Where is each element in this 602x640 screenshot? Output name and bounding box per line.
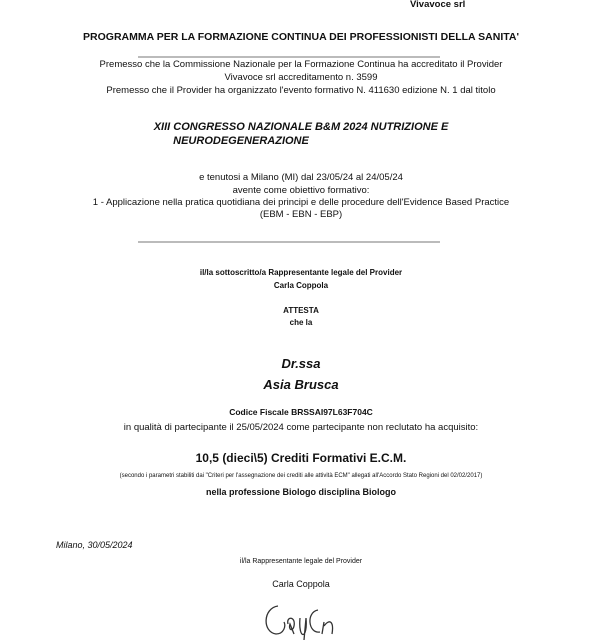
event-title: NEURODEGENERAZIONE xyxy=(173,135,309,147)
event-title: XIII CONGRESSO NAZIONALE B&M 2024 NUTRIZIONE E xyxy=(153,121,449,133)
signer-role: il/la Rappresentante legale del Provider xyxy=(239,558,363,565)
che-la: che la xyxy=(289,318,313,327)
signer-intro-name: Carla Coppola xyxy=(273,281,329,290)
participant-name: Asia Brusca xyxy=(263,377,339,392)
signer-intro: il/la sottoscritto/a Rappresentante legale del Provider xyxy=(199,268,403,277)
header-cut-text: Vivavoce srl xyxy=(410,0,466,10)
document-title: PROGRAMMA PER LA FORMAZIONE CONTINUA DEI PROFESSIONISTI DELLA SANITA' xyxy=(83,31,519,43)
event-info: 1 - Applicazione nella pratica quotidiana dei principi e delle procedure dell'Evidence Based Practice xyxy=(92,197,510,208)
premise-line: Premesso che il Provider ha organizzato l'evento formativo N. 411630 edizione N. 1 dal titolo xyxy=(106,85,496,96)
place-date: Milano, 30/05/2024 xyxy=(56,540,133,550)
premise-line: Premesso che la Commissione Nazionale per la Formazione Continua ha accreditato il Provider xyxy=(99,59,503,70)
qualita: in qualità di partecipante il 25/05/2024 come partecipante non reclutato ha acquisito: xyxy=(123,422,479,433)
signature-image xyxy=(258,596,348,640)
event-info: e tenutosi a Milano (MI) dal 23/05/24 al 24/05/24 xyxy=(199,172,403,183)
participant-title: Dr.ssa xyxy=(281,356,321,371)
credits-note: (secondo i parametri stabiliti dai "Criteri per l'assegnazione dei crediti alle attività ECM" allegati all'Accordo Stato Regioni del 02/02/2017) xyxy=(119,473,483,479)
event-info: (EBM - EBN - EBP) xyxy=(259,209,343,220)
attesta: ATTESTA xyxy=(283,306,319,315)
codice-fiscale: Codice Fiscale BRSSAI97L63F704C xyxy=(229,407,373,417)
divider xyxy=(138,241,440,243)
credits: 10,5 (dieci\5) Crediti Formativi E.C.M. xyxy=(195,451,407,465)
event-info: avente come obiettivo formativo: xyxy=(232,185,370,196)
signer-name: Carla Coppola xyxy=(272,579,330,589)
premise-line: Vivavoce srl accreditamento n. 3599 xyxy=(224,72,378,83)
profession: nella professione Biologo disciplina Biologo xyxy=(205,487,396,497)
